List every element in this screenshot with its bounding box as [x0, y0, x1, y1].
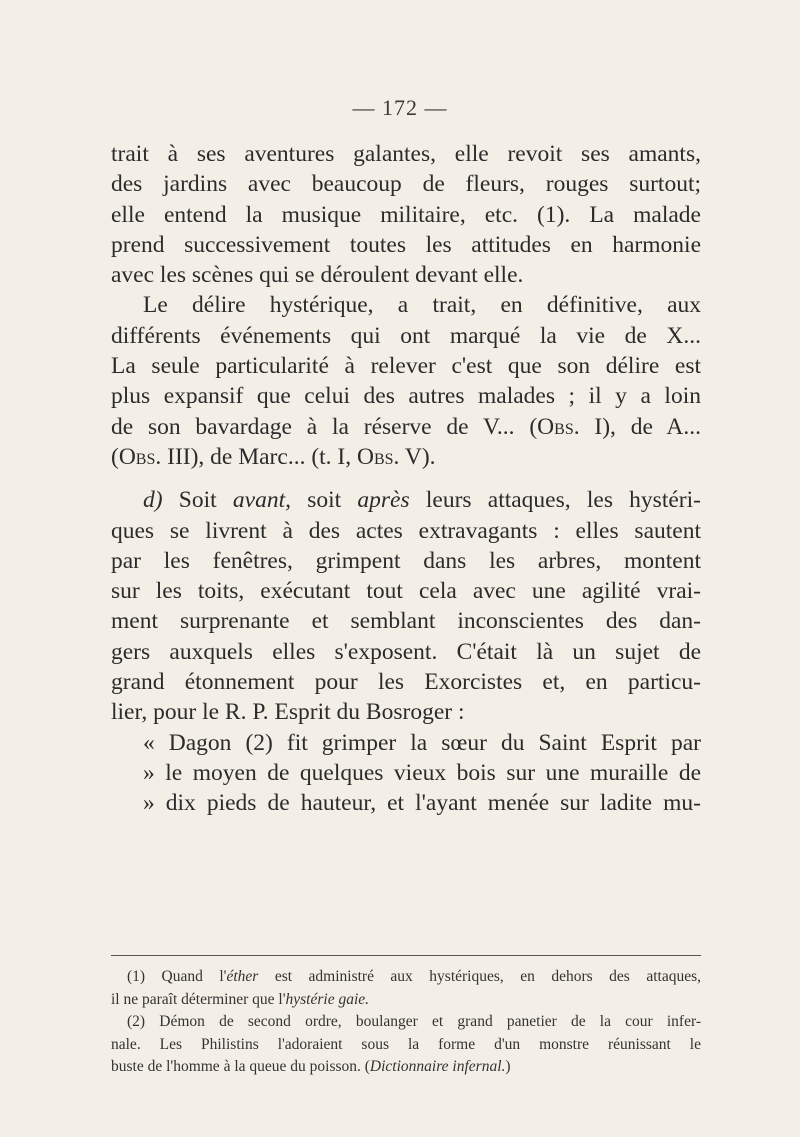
text-run: buste de l'homme à la queue du poisson. ( — [111, 1058, 370, 1075]
text-line: avec les scènes qui se déroulent devant elle. — [111, 262, 524, 289]
footnote-line: (2) Démon de second ordre, boulanger et grand panetier de la cour infer- — [127, 1013, 701, 1030]
text-line: sur les toits, exécutant tout cela avec une agilité vrai- — [111, 578, 701, 605]
main-text — [111, 139, 701, 819]
text-run: I), de A... — [579, 413, 702, 440]
text-line: La seule particularité à relever c'est que son délire est — [111, 353, 701, 380]
text-run: il ne paraît déterminer que l' — [111, 990, 286, 1008]
quote-line: » dix pieds de hauteur, et l'ayant menée sur ladite mu- — [143, 790, 701, 817]
text-run: ) — [505, 1058, 511, 1075]
emphasis-text: après — [357, 487, 410, 514]
text-line: ment surprenante et semblant inconscientes des dan- — [111, 608, 701, 635]
text-line: Le délire hystérique, a trait, en définitive, aux — [143, 292, 701, 319]
text-line — [111, 412, 701, 442]
text-run: leurs attaques, les hystéri- — [409, 487, 701, 514]
footnote-line — [111, 966, 701, 989]
text-line — [111, 442, 701, 472]
text-run: (1) Quand l' — [127, 968, 227, 985]
text-run: ( — [111, 443, 119, 470]
page-number: — 172 — — [352, 95, 448, 120]
text-run: III), de Marc... (t. I, — [161, 443, 357, 470]
obs-abbrev: Obs. — [118, 443, 162, 470]
text-line: gers auxquels elles s'exposent. C'était là un sujet de — [111, 638, 701, 665]
emphasis-text: éther — [226, 968, 259, 985]
text-line: grand étonnement pour les Exorcistes et, en particu- — [111, 669, 701, 696]
obs-abbrev: Obs. — [357, 443, 400, 470]
text-run: soit — [291, 487, 358, 514]
emphasis-text: hystérie gaie. — [285, 990, 370, 1008]
section-marker: d) — [143, 487, 163, 514]
text-line: lier, pour le R. P. Esprit du Bosroger : — [111, 699, 465, 726]
text-line — [111, 485, 701, 515]
quote-line: » le moyen de quelques vieux bois sur une muraille de — [143, 759, 701, 786]
emphasis-text: avant, — [232, 487, 291, 514]
emphasis-text: Dictionnaire infernal. — [369, 1058, 506, 1075]
text-line: des jardins avec beaucoup de fleurs, rouges surtout; — [111, 171, 701, 198]
text-line: elle entend la musique militaire, etc. (1). La malade — [111, 201, 701, 228]
footnote-line — [111, 989, 701, 1012]
footnotes — [111, 966, 701, 1079]
text-line: plus expansif que celui des autres malades ; il y a loin — [111, 383, 701, 410]
footnote-line: nale. Les Philistins l'adoraient sous la forme d'un monstre réunissant le — [111, 1035, 701, 1053]
obs-abbrev: Obs. — [537, 413, 580, 440]
text-run: Soit — [162, 487, 233, 514]
text-line: ques se livrent à des actes extravagants : elles sautent — [111, 517, 701, 544]
text-run: est administré aux hystériques, en dehors des attaques, — [258, 968, 701, 985]
text-run: de son bavardage à la réserve de V... ( — [111, 413, 538, 440]
text-line: prend successivement toutes les attitudes en harmonie — [111, 231, 701, 258]
text-line: trait à ses aventures galantes, elle revoit ses amants, — [111, 141, 701, 167]
text-run: V). — [399, 443, 436, 470]
quote-line: « Dagon (2) fit grimper la sœur du Saint Esprit par — [143, 729, 701, 756]
footnote-divider — [111, 955, 701, 956]
text-line: par les fenêtres, grimpent dans les arbres, montent — [111, 547, 701, 574]
footnote-line — [111, 1056, 701, 1079]
text-line: différents événements qui ont marqué la vie de X... — [111, 322, 701, 349]
